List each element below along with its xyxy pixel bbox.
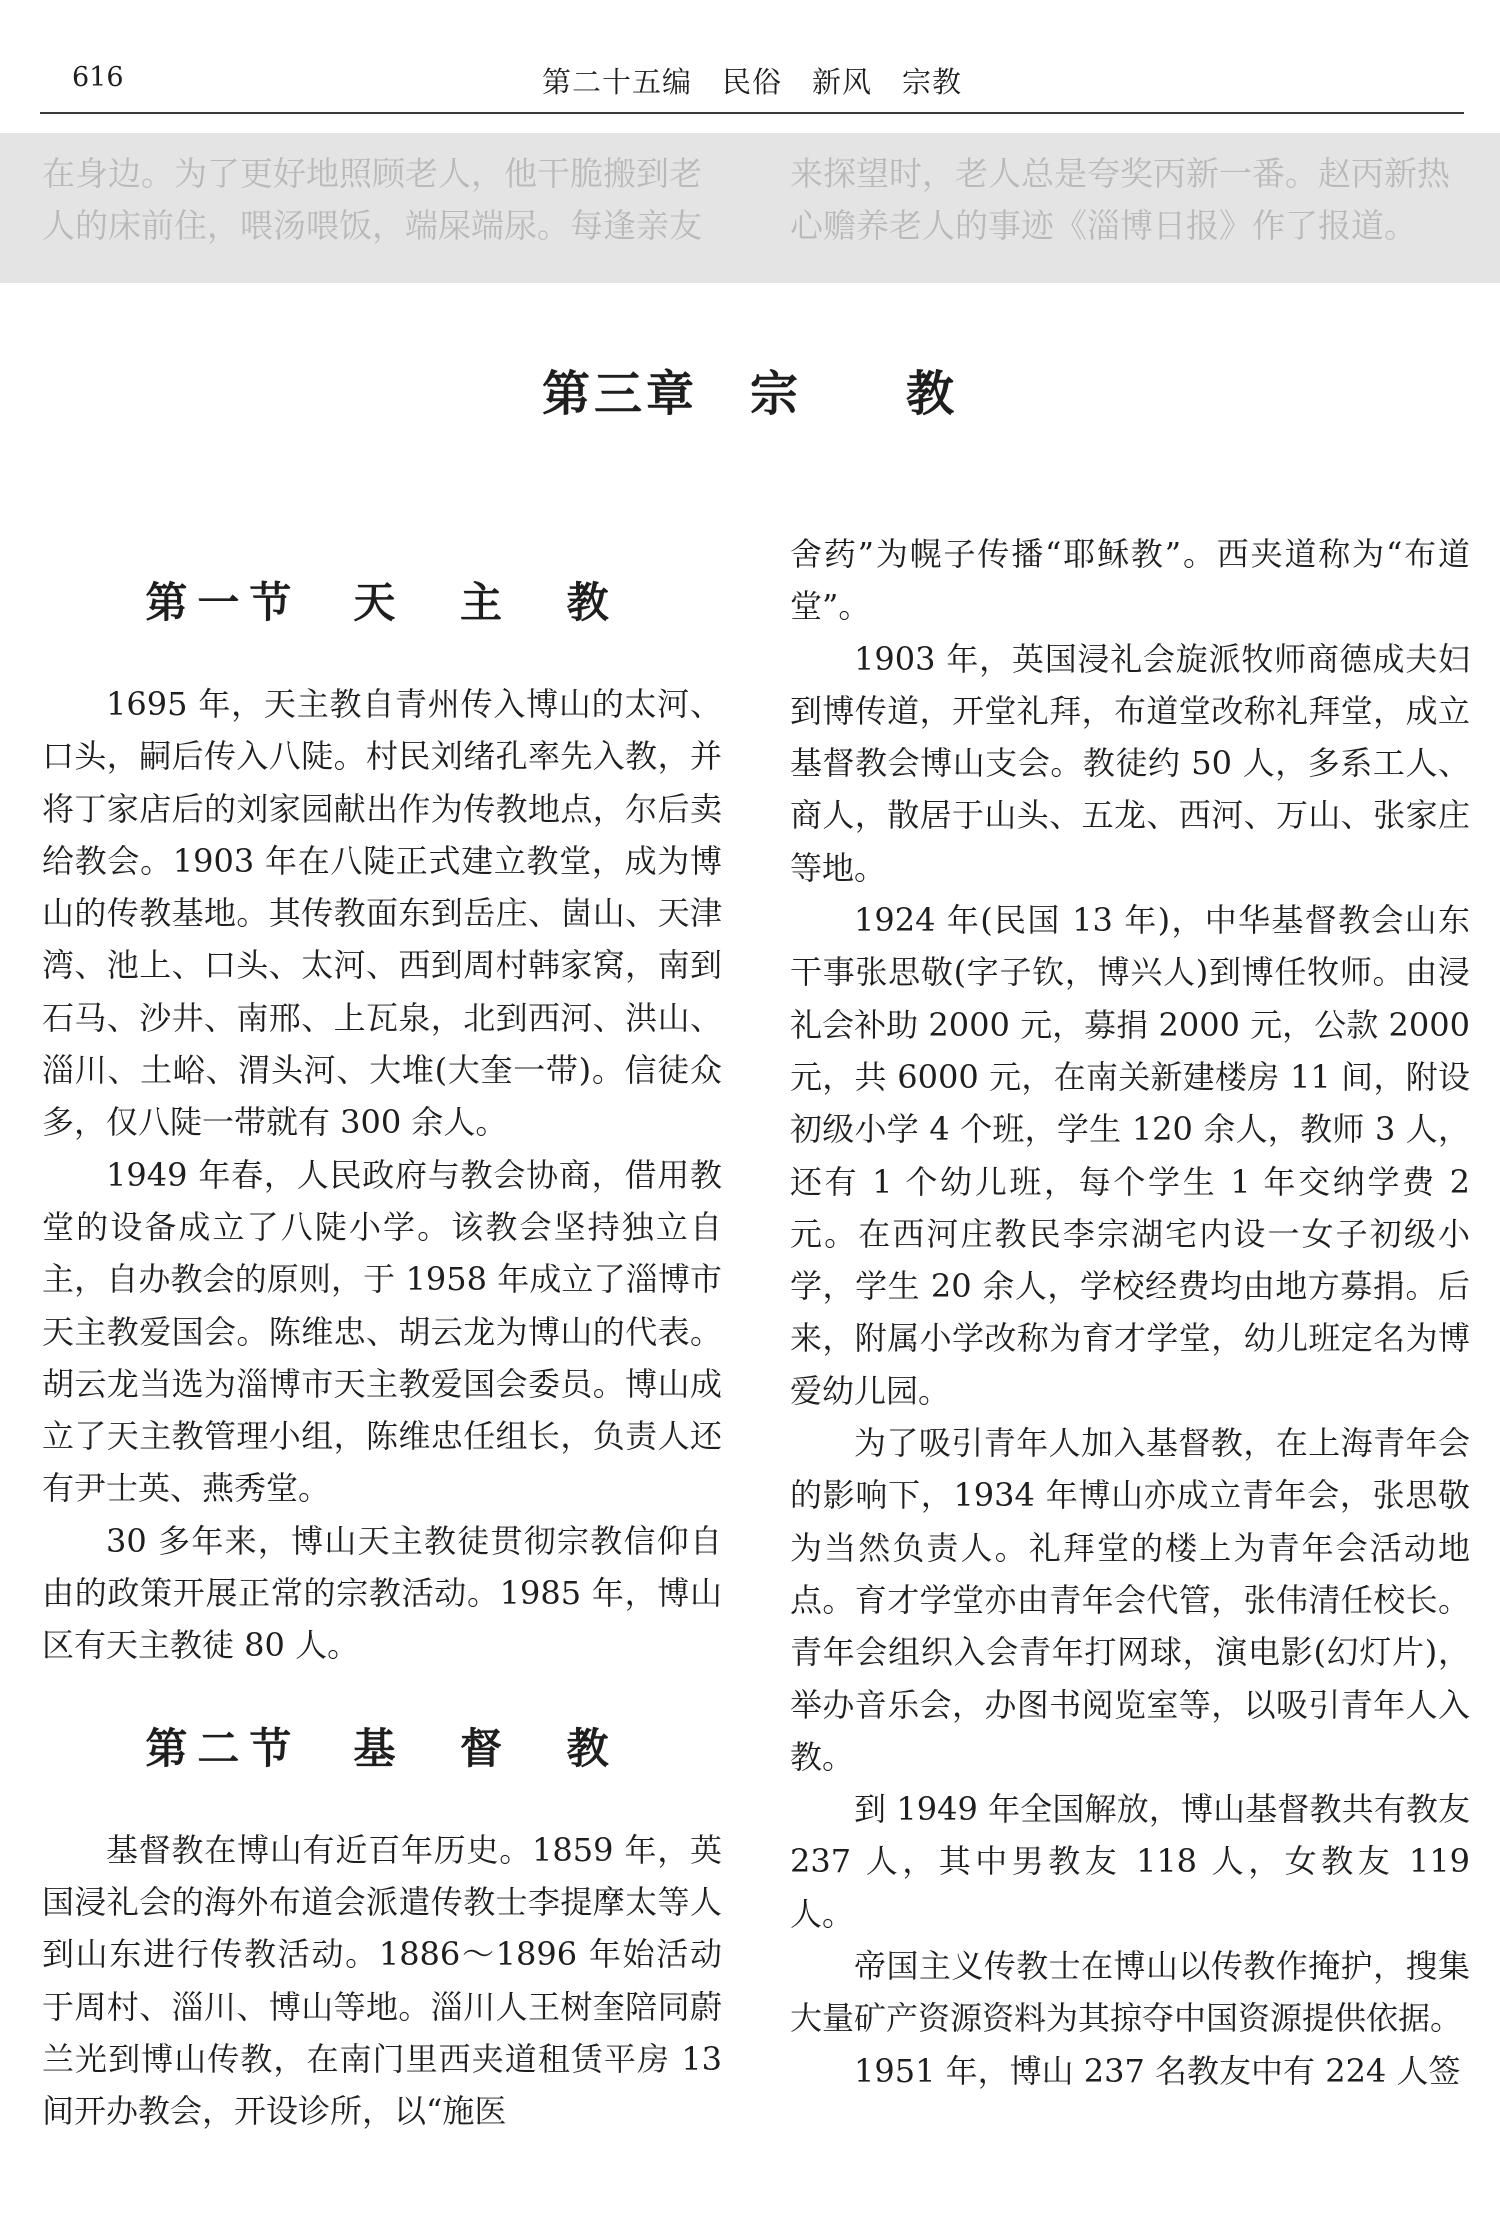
section-title-catholicism: 第一节 天 主 教 [145,578,619,627]
running-head: 第二十五编 民俗 新风 宗教 [541,65,962,99]
paragraph: 帝国主义传教士在博山以传教作掩护，搜集大量矿产资源资料为其掠夺中国资源提供依据。 [790,1947,1470,2038]
paragraph: 1951 年，博山 237 名教友中有 224 人签 [854,2051,1461,2090]
page-number: 616 [72,62,124,93]
section-title-christianity: 第二节 基 督 教 [145,1723,619,1773]
paragraph: 为了吸引青年人加入基督教，在上海青年会的影响下，1934 年博山亦成立青年会，张思敬为当然负责人。礼拜堂的楼上为青年会活动地点。育才学堂亦由青年会代管，张伟清任校长。青年会组织入会青年打网球，演电影(幻灯片)，举办音乐会，办图书阅览室等，以吸引青年人入教。 [790,1424,1470,1776]
paragraph: 1949 年春，人民政府与教会协商，借用教堂的设备成立了八陡小学。该教会坚持独立自主，自办教会的原则，于 1958 年成立了淄博市天主教爱国会。陈维忠、胡云龙为博山的代表。胡云龙当选为淄博市天主教爱国会委员。博山成立了天主教管理小组，陈维忠任组长，负责人还有尹士英、燕秀堂。 [42,1155,722,1508]
header-rule [40,112,1464,114]
paragraph: 1903 年，英国浸礼会旋派牧师商德成夫妇到博传道，开堂礼拜，布道堂改称礼拜堂，成立基督教会博山支会。教徒约 50 人，多系工人、商人，散居于山头、五龙、西河、万山、张家庄等地。 [790,639,1470,887]
band-text-right: 来探望时，老人总是夸奖丙新一番。赵丙新热心赡养老人的事迹《淄博日报》作了报道。 [790,154,1450,245]
page-header [40,58,1464,108]
left-column [42,570,722,2137]
paragraph: 到 1949 年全国解放，博山基督教共有教友 237 人，其中男教友 118 人，女教友 119 人。 [790,1790,1470,1933]
paragraph: 基督教在博山有近百年历史。1859 年，英国浸礼会的海外布道会派遣传教士李提摩太等人到山东进行传教活动。1886～1896 年始活动于周村、淄川、博山等地。淄川人王树奎陪同蔚兰光到博山传教，在南门里西夹道租赁平房 13 间开办教会，开设诊所，以“施医 [42,1830,722,2131]
band-text-left: 在身边。为了更好地照顾老人，他干脆搬到老人的床前住，喂汤喂饭，端屎端尿。每逢亲友 [42,154,702,245]
paragraph: 1924 年(民国 13 年)，中华基督教会山东干事张思敬(字子钦，博兴人)到博任牧师。由浸礼会补助 2000 元，募捐 2000 元，公款 2000 元，共 6000 元，在南关新建楼房 11 间，附设初级小学 4 个班，学生 120 余人，教师 3 人，还有 1 个幼儿班，每个学生 1 年交纳学费 2 元。在西河庄教民李宗湖宅内设一女子初级小学，学生 20 余人，学校经费均由地方募捐。后来，附属小学改称为育才学堂，幼儿班定名为博爱幼儿园。 [790,901,1470,1410]
paragraph: 30 多年来，博山天主教徒贯彻宗教信仰自由的政策开展正常的宗教活动。1985 年，博山区有天主教徒 80 人。 [42,1521,722,1665]
paragraph-continuation: 舍药”为幌子传播“耶稣教”。西夹道称为“布道堂”。 [790,535,1470,626]
chapter-title: 第三章 宗 教 [541,366,958,422]
right-column [790,528,1470,2097]
paragraph: 1695 年，天主教自青州传入博山的太河、口头，嗣后传入八陡。村民刘绪孔率先入教，并将丁家店后的刘家园献出作为传教地点，尔后卖给教会。1903 年在八陡正式建立教堂，成为博山的传教基地。其传教面东到岳庄、崮山、天津湾、池上、口头、太河、西到周村韩家窝，南到石马、沙井、南邢、上瓦泉，北到西河、洪山、淄川、土峪、渭头河、大堆(大奎一带)。信徒众多，仅八陡一带就有 300 余人。 [42,685,722,1142]
